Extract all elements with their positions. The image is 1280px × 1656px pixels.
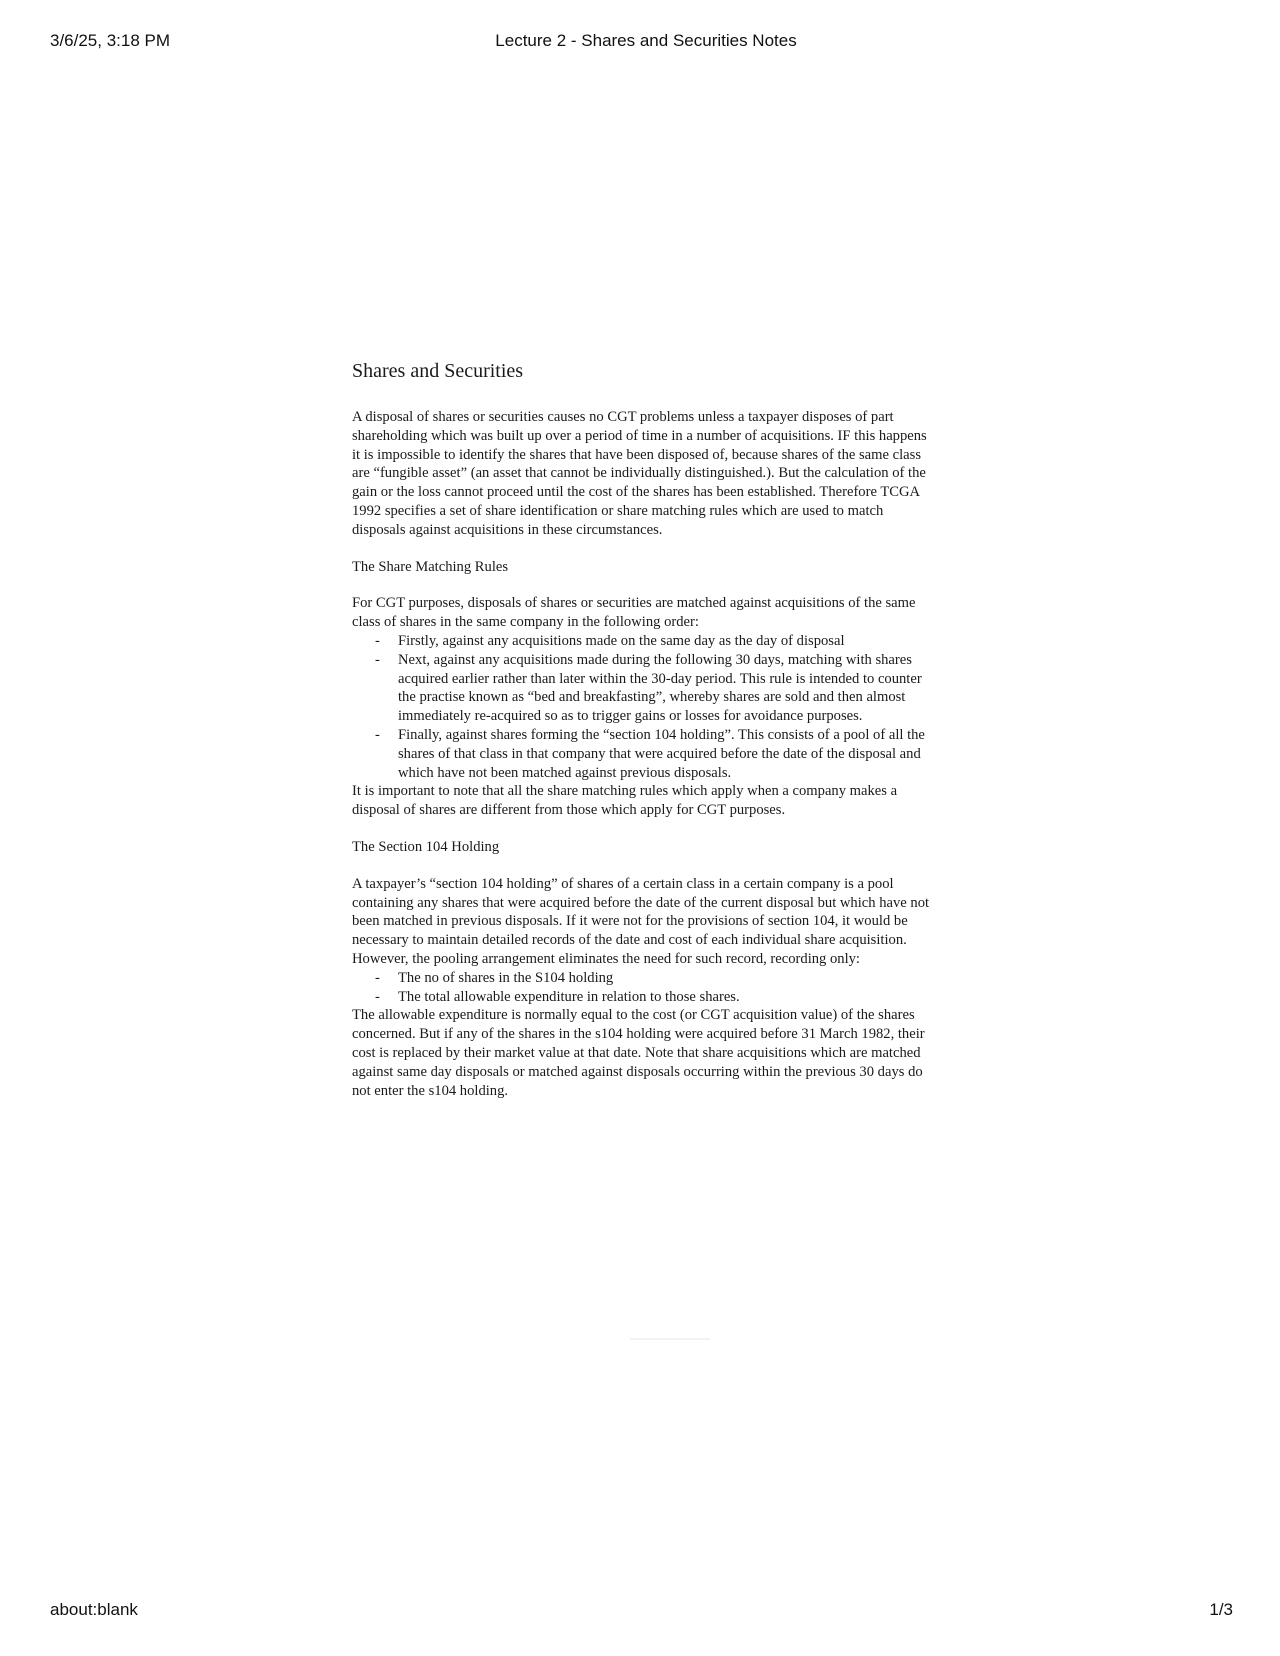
section-104-list — [352, 969, 936, 1007]
list-item-text: Finally, against shares forming the “section 104 holding”. This consists of a pool of all the shares of that class in that company that were acquired before the date of the disposal and which have not been matched against previous disposals. — [398, 726, 925, 781]
print-page-title: Lecture 2 - Shares and Securities Notes — [495, 31, 797, 50]
print-url: about:blank — [50, 1600, 138, 1619]
matching-rules-note: It is important to note that all the share matching rules which apply when a company makes a disposal of shares are different from those which apply for CGT purposes. — [352, 783, 898, 819]
list-item-text: The total allowable expenditure in relation to those shares. — [398, 988, 740, 1005]
list-item — [375, 726, 936, 782]
list-item — [375, 651, 936, 726]
list-item — [375, 969, 936, 988]
matching-rules-list — [352, 632, 936, 782]
print-date-time: 3/6/25, 3:18 PM — [50, 31, 171, 50]
intro-paragraph: A disposal of shares or securities causes no CGT problems unless a taxpayer disposes of part shareholding which was built up over a period of time in a number of acquisitions. IF this happens it is impossible to identify the shares that have been disposed of, because shares of the same class are “fungible asset” (an asset that cannot be individually distinguished.). But the calculation of the gain or the loss cannot proceed until the cost of the shares has been established. Therefore TCGA 1992 specifies a set of share identification or share matching rules which are used to match disposals against acquisitions in these circumstances. — [352, 409, 927, 538]
print-page-number: 1/3 — [1209, 1600, 1233, 1619]
list-item — [375, 632, 936, 651]
list-item — [375, 988, 936, 1007]
faint-divider — [630, 1338, 710, 1340]
document-page-content — [352, 358, 936, 1100]
list-dash: - — [375, 969, 380, 986]
list-dash: - — [375, 726, 380, 743]
section-heading-matching-rules: The Share Matching Rules — [352, 558, 509, 575]
list-item-text: Next, against any acquisitions made during the following 30 days, matching with shares acquired earlier rather than later within the 30-day period. This rule is intended to counter the practise known as “bed and breakfasting”, whereby shares are sold and then almost immediately re-acquired so as to trigger gains or losses for avoidance purposes. — [398, 651, 922, 725]
section-heading-section-104: The Section 104 Holding — [352, 838, 500, 855]
document-title: Shares and Securities — [352, 360, 524, 382]
matching-rules-intro: For CGT purposes, disposals of shares or securities are matched against acquisitions of the same class of shares in the same company in the following order: — [352, 595, 916, 631]
list-dash: - — [375, 632, 380, 649]
section-104-closing: The allowable expenditure is normally equal to the cost (or CGT acquisition value) of the shares concerned. But if any of the shares in the s104 holding were acquired before 31 March 1982, their cost is replaced by their market value at that date. Note that share acquisitions which are matched against same day disposals or matched against disposals occurring within the previous 30 days do not enter the s104 holding. — [352, 1007, 925, 1099]
list-item-text: Firstly, against any acquisitions made on the same day as the day of disposal — [398, 632, 845, 649]
list-item-text: The no of shares in the S104 holding — [398, 969, 614, 986]
section-104-intro: A taxpayer’s “section 104 holding” of shares of a certain class in a certain company is a pool containing any shares that were acquired before the date of the current disposal but which have not been matched in previous disposals. If it were not for the provisions of section 104, it would be necessary to maintain detailed records of the date and cost of each individual share acquisition. However, the pooling arrangement eliminates the need for such record, recording only: — [352, 875, 930, 967]
list-dash: - — [375, 651, 380, 668]
list-dash: - — [375, 988, 380, 1005]
